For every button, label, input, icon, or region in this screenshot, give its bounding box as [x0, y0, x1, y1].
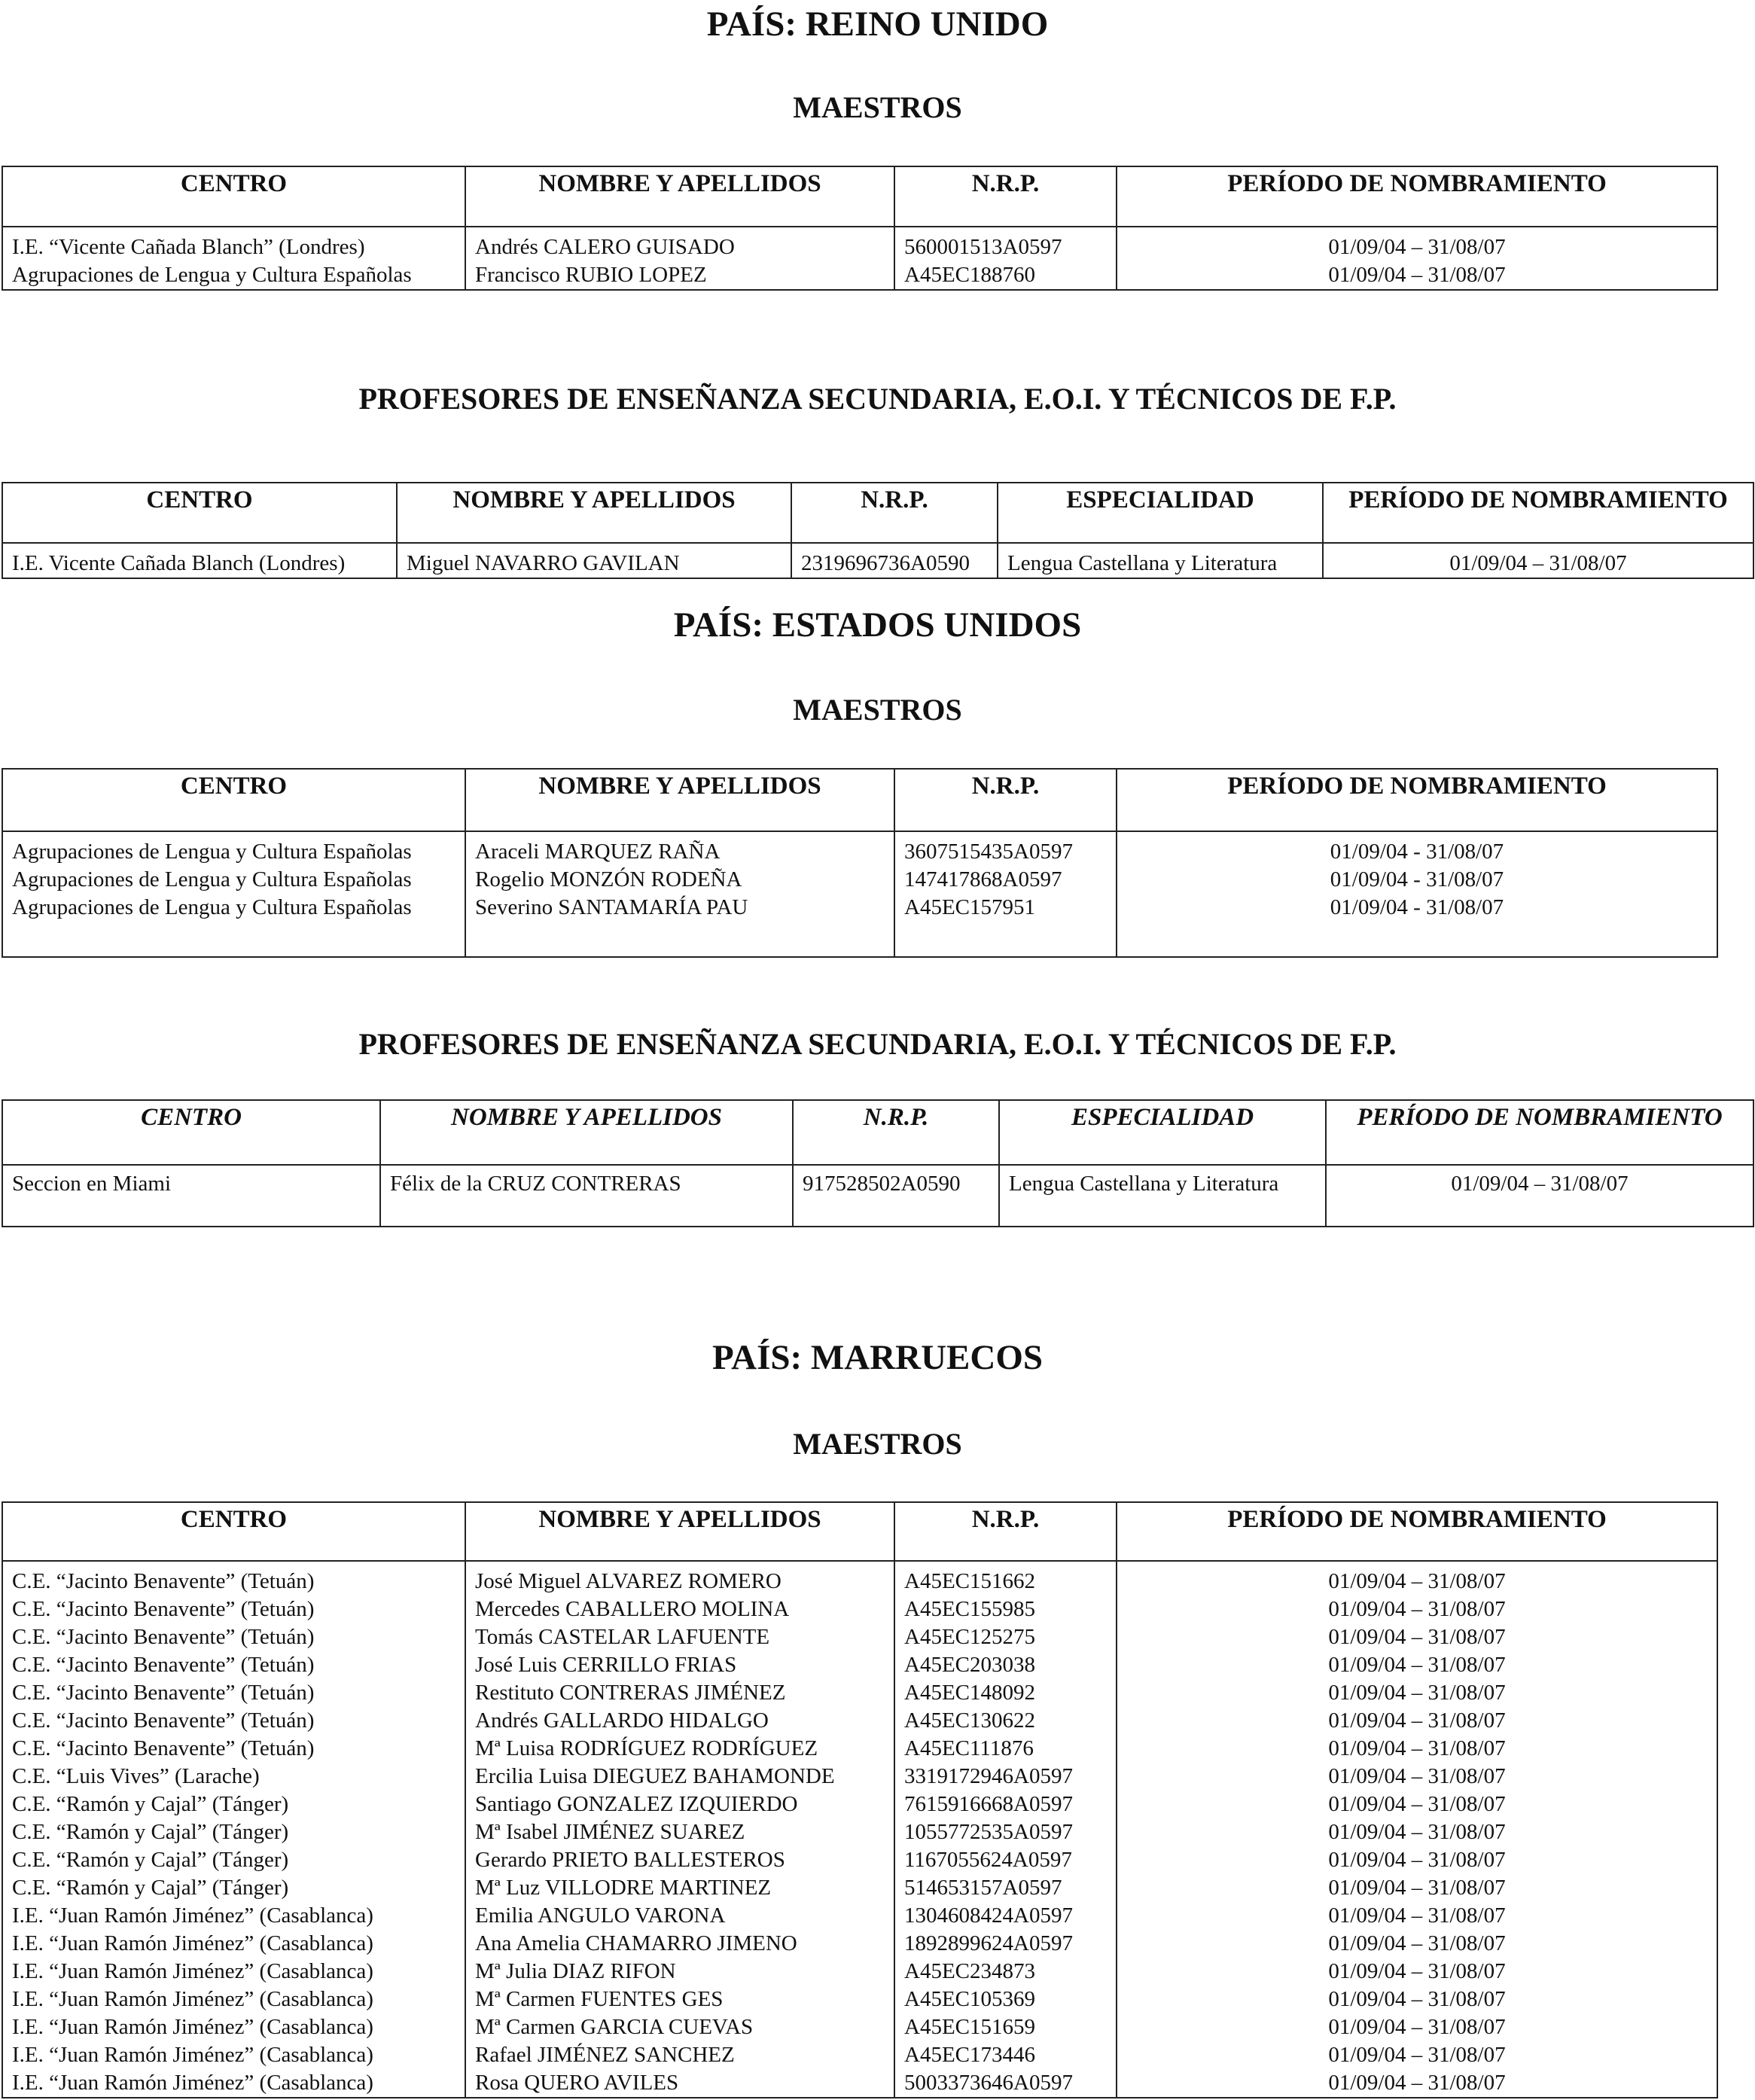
table-cell: C.E. “Jacinto Benavente” (Tetuán) — [2, 1596, 465, 1623]
table-cell: A45EC157951 — [894, 894, 1117, 922]
table-us-maestros — [2, 768, 1718, 958]
country-heading: PAÍS: REINO UNIDO — [706, 5, 1049, 44]
table-cell: José Miguel ALVAREZ ROMERO — [465, 1561, 894, 1596]
table-cell: C.E. “Jacinto Benavente” (Tetuán) — [2, 1679, 465, 1707]
table-row — [2, 1679, 1717, 1707]
table-cell: 01/09/04 – 31/08/07 — [1323, 543, 1753, 578]
country-heading: PAÍS: ESTADOS UNIDOS — [673, 605, 1082, 645]
table-cell: C.E. “Jacinto Benavente” (Tetuán) — [2, 1561, 465, 1596]
table-cell: Rogelio MONZÓN RODEÑA — [465, 866, 894, 894]
table-row — [2, 1902, 1717, 1930]
table-cell: Lengua Castellana y Literatura — [999, 1165, 1326, 1198]
table-cell: Rosa QUERO AVILES — [465, 2069, 894, 2098]
column-header: PERÍODO DE NOMBRAMIENTO — [1323, 483, 1753, 543]
table-cell: Lengua Castellana y Literatura — [998, 543, 1323, 578]
table-cell-empty — [465, 922, 894, 957]
table-cell: Ana Amelia CHAMARRO JIMENO — [465, 1930, 894, 1958]
table-cell: 1304608424A0597 — [894, 1902, 1117, 1930]
column-header: PERÍODO DE NOMBRAMIENTO — [1117, 1502, 1717, 1561]
table-cell: Seccion en Miami — [2, 1165, 380, 1198]
table-cell: 1892899624A0597 — [894, 1930, 1117, 1958]
table-cell: Agrupaciones de Lengua y Cultura Españolas — [2, 261, 465, 290]
table-cell-empty — [2, 1198, 380, 1227]
column-header: N.R.P. — [791, 483, 998, 543]
table-cell-empty — [999, 1198, 1326, 1227]
table-row — [2, 1623, 1717, 1651]
table-cell: A45EC148092 — [894, 1679, 1117, 1707]
table-cell: 01/09/04 – 31/08/07 — [1117, 2013, 1717, 2041]
column-header: NOMBRE Y APELLIDOS — [465, 769, 894, 831]
table-cell: Andrés CALERO GUISADO — [465, 227, 894, 261]
table-cell: I.E. “Juan Ramón Jiménez” (Casablanca) — [2, 2069, 465, 2098]
table-cell: C.E. “Jacinto Benavente” (Tetuán) — [2, 1651, 465, 1679]
table-cell: Agrupaciones de Lengua y Cultura Españolas — [2, 894, 465, 922]
table-row — [2, 1791, 1717, 1818]
table-cell: 01/09/04 – 31/08/07 — [1117, 1846, 1717, 1874]
table-cell: 01/09/04 - 31/08/07 — [1117, 866, 1717, 894]
table-cell: Mª Carmen FUENTES GES — [465, 1986, 894, 2013]
table-cell: A45EC151662 — [894, 1561, 1117, 1596]
table-cell: C.E. “Jacinto Benavente” (Tetuán) — [2, 1623, 465, 1651]
table-cell: Ercilia Luisa DIEGUEZ BAHAMONDE — [465, 1763, 894, 1791]
group-heading: MAESTROS — [793, 693, 962, 727]
table-cell: C.E. “Luis Vives” (Larache) — [2, 1763, 465, 1791]
table-cell: 01/09/04 – 31/08/07 — [1117, 2069, 1717, 2098]
column-header: PERÍODO DE NOMBRAMIENTO — [1117, 769, 1717, 831]
table-cell: 01/09/04 – 31/08/07 — [1117, 261, 1717, 290]
column-header: CENTRO — [2, 1502, 465, 1561]
table-cell: A45EC188760 — [894, 261, 1117, 290]
column-header: N.R.P. — [793, 1100, 999, 1165]
table-cell: Mercedes CABALLERO MOLINA — [465, 1596, 894, 1623]
table-cell: 147417868A0597 — [894, 866, 1117, 894]
table-cell-empty — [2, 922, 465, 957]
group-heading: PROFESORES DE ENSEÑANZA SECUNDARIA, E.O.I. Y TÉCNICOS DE F.P. — [358, 382, 1397, 416]
table-cell: Agrupaciones de Lengua y Cultura Españolas — [2, 866, 465, 894]
table-cell: 01/09/04 – 31/08/07 — [1117, 1958, 1717, 1986]
group-heading: MAESTROS — [793, 1427, 962, 1461]
table-row — [2, 1596, 1717, 1623]
table-cell: C.E. “Ramón y Cajal” (Tánger) — [2, 1874, 465, 1902]
table-cell: 01/09/04 – 31/08/07 — [1117, 1791, 1717, 1818]
table-cell: Mª Julia DIAZ RIFON — [465, 1958, 894, 1986]
column-header: ESPECIALIDAD — [998, 483, 1323, 543]
table-cell: C.E. “Ramón y Cajal” (Tánger) — [2, 1846, 465, 1874]
table-cell: Gerardo PRIETO BALLESTEROS — [465, 1846, 894, 1874]
table-row — [2, 866, 1717, 894]
table-cell: C.E. “Jacinto Benavente” (Tetuán) — [2, 1707, 465, 1735]
group-heading: MAESTROS — [793, 90, 962, 124]
table-row — [2, 227, 1717, 261]
table-cell: Mª Luisa RODRÍGUEZ RODRÍGUEZ — [465, 1735, 894, 1763]
table-cell: Tomás CASTELAR LAFUENTE — [465, 1623, 894, 1651]
table-cell: 1167055624A0597 — [894, 1846, 1117, 1874]
table-cell: I.E. “Juan Ramón Jiménez” (Casablanca) — [2, 1958, 465, 1986]
table-cell: Agrupaciones de Lengua y Cultura Españolas — [2, 831, 465, 866]
table-cell: 01/09/04 – 31/08/07 — [1117, 1874, 1717, 1902]
column-header: CENTRO — [2, 483, 397, 543]
table-row — [2, 543, 1753, 578]
column-header: N.R.P. — [894, 769, 1117, 831]
table-cell: 917528502A0590 — [793, 1165, 999, 1198]
column-header: N.R.P. — [894, 1502, 1117, 1561]
column-header: PERÍODO DE NOMBRAMIENTO — [1117, 166, 1717, 227]
table-cell: A45EC105369 — [894, 1986, 1117, 2013]
column-header: NOMBRE Y APELLIDOS — [397, 483, 791, 543]
table-cell: A45EC130622 — [894, 1707, 1117, 1735]
table-cell: 01/09/04 – 31/08/07 — [1117, 1596, 1717, 1623]
column-header: NOMBRE Y APELLIDOS — [465, 1502, 894, 1561]
table-row — [2, 261, 1717, 290]
table-cell: I.E. “Juan Ramón Jiménez” (Casablanca) — [2, 1986, 465, 2013]
table-cell-empty — [1117, 922, 1717, 957]
table-cell: Francisco RUBIO LOPEZ — [465, 261, 894, 290]
column-header: ESPECIALIDAD — [999, 1100, 1326, 1165]
table-cell: 01/09/04 - 31/08/07 — [1117, 894, 1717, 922]
table-cell: I.E. “Juan Ramón Jiménez” (Casablanca) — [2, 2041, 465, 2069]
table-row — [2, 1561, 1717, 1596]
table-row — [2, 1165, 1753, 1198]
table-cell: 7615916668A0597 — [894, 1791, 1117, 1818]
table-us-secundaria — [2, 1099, 1754, 1227]
table-cell: A45EC203038 — [894, 1651, 1117, 1679]
column-header: CENTRO — [2, 769, 465, 831]
table-row — [2, 1818, 1717, 1846]
table-cell-empty — [1326, 1198, 1753, 1227]
table-row — [2, 1846, 1717, 1874]
table-row — [2, 894, 1717, 922]
table-row — [2, 831, 1717, 866]
table-cell: José Luis CERRILLO FRIAS — [465, 1651, 894, 1679]
table-cell: 01/09/04 – 31/08/07 — [1117, 1707, 1717, 1735]
table-cell: 01/09/04 - 31/08/07 — [1117, 831, 1717, 866]
table-cell: 01/09/04 – 31/08/07 — [1117, 2041, 1717, 2069]
table-cell: 514653157A0597 — [894, 1874, 1117, 1902]
table-row — [2, 1958, 1717, 1986]
table-cell: 01/09/04 – 31/08/07 — [1326, 1165, 1753, 1198]
table-cell: A45EC234873 — [894, 1958, 1117, 1986]
table-cell: 2319696736A0590 — [791, 543, 998, 578]
table-uk-secundaria — [2, 482, 1754, 579]
table-cell: A45EC173446 — [894, 2041, 1117, 2069]
table-cell-empty — [793, 1198, 999, 1227]
table-cell: 01/09/04 – 31/08/07 — [1117, 1763, 1717, 1791]
table-cell: 01/09/04 – 31/08/07 — [1117, 1679, 1717, 1707]
table-row — [2, 1930, 1717, 1958]
column-header: N.R.P. — [894, 166, 1117, 227]
table-cell: A45EC125275 — [894, 1623, 1117, 1651]
table-cell: I.E. “Juan Ramón Jiménez” (Casablanca) — [2, 1902, 465, 1930]
table-row — [2, 2041, 1717, 2069]
table-row — [2, 2013, 1717, 2041]
table-row — [2, 1986, 1717, 2013]
table-row — [2, 2069, 1717, 2098]
column-header: NOMBRE Y APELLIDOS — [380, 1100, 793, 1165]
table-cell: Rafael JIMÉNEZ SANCHEZ — [465, 2041, 894, 2069]
table-cell: 01/09/04 – 31/08/07 — [1117, 1902, 1717, 1930]
table-cell: Santiago GONZALEZ IZQUIERDO — [465, 1791, 894, 1818]
table-cell: Mª Luz VILLODRE MARTINEZ — [465, 1874, 894, 1902]
table-row — [2, 1651, 1717, 1679]
column-header: CENTRO — [2, 166, 465, 227]
table-row — [2, 1763, 1717, 1791]
column-header: CENTRO — [2, 1100, 380, 1165]
table-cell: Emilia ANGULO VARONA — [465, 1902, 894, 1930]
table-cell-empty — [380, 1198, 793, 1227]
table-cell: 560001513A0597 — [894, 227, 1117, 261]
table-cell: C.E. “Ramón y Cajal” (Tánger) — [2, 1791, 465, 1818]
table-cell: I.E. Vicente Cañada Blanch (Londres) — [2, 543, 397, 578]
table-cell: 01/09/04 – 31/08/07 — [1117, 1735, 1717, 1763]
table-cell: 01/09/04 – 31/08/07 — [1117, 1930, 1717, 1958]
group-heading: PROFESORES DE ENSEÑANZA SECUNDARIA, E.O.I. Y TÉCNICOS DE F.P. — [358, 1027, 1397, 1061]
table-cell: Mª Isabel JIMÉNEZ SUAREZ — [465, 1818, 894, 1846]
table-cell: Severino SANTAMARÍA PAU — [465, 894, 894, 922]
table-cell: 3319172946A0597 — [894, 1763, 1117, 1791]
table-cell: I.E. “Juan Ramón Jiménez” (Casablanca) — [2, 2013, 465, 2041]
table-cell: A45EC155985 — [894, 1596, 1117, 1623]
table-row — [2, 1735, 1717, 1763]
table-cell: 01/09/04 – 31/08/07 — [1117, 1986, 1717, 2013]
table-cell: C.E. “Jacinto Benavente” (Tetuán) — [2, 1735, 465, 1763]
table-cell: 01/09/04 – 31/08/07 — [1117, 227, 1717, 261]
table-row — [2, 1707, 1717, 1735]
column-header: PERÍODO DE NOMBRAMIENTO — [1326, 1100, 1753, 1165]
table-row-empty — [2, 922, 1717, 957]
table-cell: I.E. “Juan Ramón Jiménez” (Casablanca) — [2, 1930, 465, 1958]
table-cell: 3607515435A0597 — [894, 831, 1117, 866]
column-header: NOMBRE Y APELLIDOS — [465, 166, 894, 227]
table-row-empty — [2, 1198, 1753, 1227]
table-cell: Andrés GALLARDO HIDALGO — [465, 1707, 894, 1735]
table-cell: 1055772535A0597 — [894, 1818, 1117, 1846]
table-ma-maestros — [2, 1501, 1718, 2098]
table-cell: A45EC111876 — [894, 1735, 1117, 1763]
table-cell: Félix de la CRUZ CONTRERAS — [380, 1165, 793, 1198]
table-cell: Mª Carmen GARCIA CUEVAS — [465, 2013, 894, 2041]
table-cell: Araceli MARQUEZ RAÑA — [465, 831, 894, 866]
table-cell: I.E. “Vicente Cañada Blanch” (Londres) — [2, 227, 465, 261]
table-cell: Miguel NAVARRO GAVILAN — [397, 543, 791, 578]
table-cell: 01/09/04 – 31/08/07 — [1117, 1623, 1717, 1651]
table-cell: 01/09/04 – 31/08/07 — [1117, 1651, 1717, 1679]
table-cell: 5003373646A0597 — [894, 2069, 1117, 2098]
table-cell: Restituto CONTRERAS JIMÉNEZ — [465, 1679, 894, 1707]
country-heading: PAÍS: MARRUECOS — [711, 1338, 1044, 1377]
table-row — [2, 1874, 1717, 1902]
table-cell-empty — [894, 922, 1117, 957]
table-cell: 01/09/04 – 31/08/07 — [1117, 1561, 1717, 1596]
table-cell: C.E. “Ramón y Cajal” (Tánger) — [2, 1818, 465, 1846]
table-uk-maestros — [2, 166, 1718, 291]
table-cell: 01/09/04 – 31/08/07 — [1117, 1818, 1717, 1846]
table-cell: A45EC151659 — [894, 2013, 1117, 2041]
